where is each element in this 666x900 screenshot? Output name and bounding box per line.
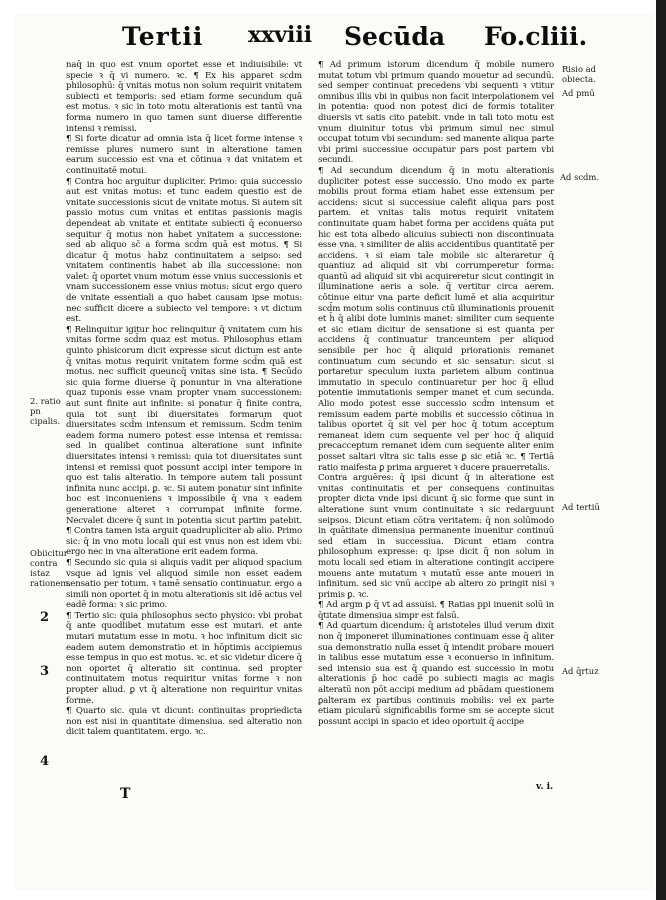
running-head-left: Tertii bbox=[122, 22, 204, 51]
margin-note-ad-quartum: Ad q̄rtuz bbox=[562, 666, 599, 676]
catchword-left: T bbox=[120, 786, 131, 802]
margin-note-ratio-principalis: 2. ratio pn cipalis. bbox=[30, 396, 61, 426]
paragraph: ¶ Relinquitur igitur hoc relinquitur q̄ vnitatem cum his vnitas forme scd̄m quaz est motus. Philosophus etiam quinto phisicorum dicit expresse sicut dictum est ante q̄ vnitas motus requirit vnitatem forme scd̄m quā est motus. nec sufficit queuncq̄ vnitas sine ista. ¶ Secūdo sic quia forme diuerse q̄ ponuntur in vna alteratione quaz tuponis esse vnam propter vnam successionem: aut sunt finite aut infinite: si ponatur q̄ finite contra, quia tot sunt ibi diuersitates formarum quot diuersitates scd̄m intensum et remissum. Scd̄m tenim eadem forma numero potest esse intensa et remissa: sed in qualibet continua alteratione sunt infinite diuersitates intensi ꝛ remissi: quia tot diuersitates sunt intensi et remissi quot possunt accipi inter tempore in quo est talis alteratio. In tempore autem tali possunt infinita nunc accipi. ꝑ. ꝛc. Si autem ponatur sint infinite hoc est inconueniens ꝛ impossibile q̄ vna ꝛ eadem generatione alteret ꝛ corrumpat infinite forme. Necvalet dicere q̄ sunt in potentia sicut partim patebit. ¶ Contra tamen ista arguit quadrupliciter ab alio. Primo sic: q̄ in vno motu locali qui est vnus non est idem vbi: ergo nec in vna alteratione erit eadem forma. bbox=[66, 324, 302, 558]
paragraph: naq̄ in quo est vnum oportet esse et indiuisibile: vt specie ꝛ q̄ vi numero. ꝛc. ¶ Ex his apparet scdm philosophū: q̄ vnitas motus non solum requirit vnitatem subiecti et temporis: sed etiam forme secundum quā est motus. ꝛ sic in toto motu alterationis est tantū vna forma numero in quo tamen sunt diuerse differentie intensi ꝛ remissi. bbox=[66, 60, 302, 134]
margin-numeral: 3 bbox=[40, 664, 50, 679]
margin-note-ad-secundum: Ad scdm. bbox=[560, 172, 600, 182]
margin-note-ad-primum: Ad pmū bbox=[562, 88, 595, 98]
paragraph: ¶ Ad primum istorum dicendum q̄ mobile numero mutat totum vbi primum quando mouetur ad secundū. sed semper continuat precedens vbi sequenti ꝛ vtitur omnibus illis vbi in quibus non facit interpolationem vel in potentia: quod non potest dici de formis totaliter diuersis vt satis cito patebit. vnde in tali toto motu est vnum diuinitur totus vbi primum simul nec simul occupat totum vbi secundum: sed manente aliqua parte vbi primi successiue occupatur pars post partem vbi secundi. bbox=[318, 60, 554, 166]
running-head-right: Secūda bbox=[344, 22, 446, 51]
paragraph: ¶ Ad quartum dicendum: q̄ aristoteles illud verum dixit non q̄ imponeret illuminationes continuam esse q̄ aliter sua demonstratio nulla esset q̄ intendit probare moueri in talibus esse mutatum esse ꝛ econuerso in infinitum. sed intensio sua est q̄ quando est successio in motu alterationis p̄ hoc cadē po subiecti magis ac magis alteratū non pōt accipi medium ad pbādam questionem ꝑalteram ex partibus continuis mobilis: vel ex parte etiam picularū significabilis forme sm se accepte sicut possunt accipi in spacio et ideo oportuit q̄ accipe bbox=[318, 621, 554, 727]
page-edge-shadow bbox=[656, 0, 666, 900]
paragraph: ¶ Secundo sic quia si aliquis vadit per aliquod spacium vsque ad ignis vel aliquod simile non esset eadem sensatio per totum. ꝛ tamē sensatio continuatur. ergo a simili non oportet q̄ in motu alterationis sit idē actus vel eadē forma: ꝛ sic primo. bbox=[66, 557, 302, 611]
folio-number: Fo.cliii. bbox=[484, 22, 588, 51]
text-column-right bbox=[318, 60, 554, 727]
margin-note-obiicitur: Obiicitur contra istaz rationem. bbox=[30, 548, 72, 588]
paragraph: Contra arguēres: q̄ ipsi dicunt q̄ in alteratione est vnitas continuitatis et per consequens continuitas propter dicta vnde ipsi dicunt q̄ sic forme que sunt in alteratione sunt vnum continuitate ꝛ sic redarguunt seipsos. Dicunt etiam cōtra veritatem: q̄ non solūmodo in quātitate dimensiua permanente inuenitur continuū sed etiam in successiua. Dicunt etiam contra philosophum expresse: q: ipse dicit q̄ non solum in motu locali sed etiam in alteratione contingit accipere mouens ante mutatum ꝛ mutatū esse ante moueri in infinitum. sed sic vnū accipe ab altero zo pringit nisi ꝛ primis ꝑ. ꝛc. bbox=[318, 473, 554, 600]
paragraph: ¶ Contra hoc arguitur dupliciter. Primo: quia successio aut est vnitas motus: et tunc eadem questio est de vnitate successionis sicut de vnitate motus. Si autem sit passio motus cum vnitas et entitas passionis magis dependeat ab vnitate et entitate subiecti q̄ econuerso sequitur q̄ motus non habet vnitatem a successione: sed ab aliquo sc̄ a forma scd̄m quā est motus. ¶ Si dicatur q̄ motus habz continuitatem a seipso: sed vnitatem continentis habet ab illa successione: non valet: q̄ oportet vnum motum esse vnius successionis et vnam successionem esse vnius motus: sicut ergo quero de vnitate essentiali a quo habet causam ipse motus: nec sufficit dicere a subiecto vel tempore: ꝛ vt dictum est. bbox=[66, 176, 302, 325]
text-column-left bbox=[66, 60, 302, 738]
paragraph: ¶ Tertio sic: quia philosophus secto physico: vbi probat q̄ ante quodlibet mutatum esse est mutari. et ante mutari mutatum esse in motu. ꝛ hoc infinitum dicit sic eadem autem demonstratio et in hōptimis accipiemus esse tempus in quo est motus. ꝛc. et sic videtur dicere q̄ non oportet q̄ alteratio sit continua. sed propter continuitatem motus requiritur vnitas forme ꝛ non propter aliud. ꝑ vt q̄ alteratione non requiritur vnitas forme. bbox=[66, 610, 302, 706]
margin-numeral: 2 bbox=[40, 610, 50, 625]
paragraph: ¶ Quarto sic. quia vt dicunt: continuitas propriedicta non est nisi in quantitate dimensiua. sed alteratio non dicit talem quantitatem. ergo. ꝛc. bbox=[66, 706, 302, 738]
paragraph: ¶ Ad secundum dicendum q̄ in motu alterationis dupliciter potest esse successio. Uno modo ex parte mobilis prout forma etiam habet esse extensum per accidens: sicut si successiue calefit aliqua pars post partem. et vnitas talis motus requirit vnitatem continuitate quam habet forma per accidens quāta put hic est tota albedo alicuius subiecti non discontinuata esse vna. ꝛ similiter de aliis accidentibus quantitatē per accidens. ꝛ si eiam tale mobile sic alteraretur q̄ quantiuz ad aliquid sit vbi corrumperetur forma: quantū ad aliquid sit vbi acquireretur sicut contingit in illuminatione aeris a sole. q̄ vertitur circa aerem. cōtinue eitur vna parte deficit lumē et alia acquiritur scd̄m motum solis continuus ctū illuminationis prouenit et h̄ q̄ alibi dote luminis manet: similiter cum sequente et sic etiam dicitur de sensatione si est quanta per accidens q̄ continuatur tranceuntem per aliquod sensibile per hoc q̄ aliquid priorationis remanet continuatum cum secundo et sic sensatur: sicut si portaretur speculum iuxta parietem album continua immutatio in speculo continuaretur per hoc q̄ ellud potentie immutationis semper manet et cum secunda. Alio modo potest esse successio scd̄m intensum et remissum eadem parte mobilis et successio cōtinua in talibus oportet q̄ sit vel per hoc q̄ totum acceptum remaneat idem cum sequente vel per hoc q̄ aliquid precacceptum remanet idem cum sequente aliter enim posset saltari vltra sic talis esse ꝑ sic etiā ꝛc. ¶ Tertiā ratio maifesta ꝑ prima argueret ꝛ ducere prauerretalis. bbox=[318, 165, 554, 473]
margin-numeral: 4 bbox=[40, 754, 50, 769]
margin-note-ad-tertium: Ad tertiū bbox=[562, 502, 600, 512]
signature-footer: v. i. bbox=[536, 782, 554, 792]
signature-mark: xxviii bbox=[248, 22, 313, 48]
margin-note-responsio: Risio ad obiecta. bbox=[562, 64, 597, 84]
paragraph: ¶ Si forte dicatur ad omnia ista q̄ licet forme intense ꝛ remisse plures numero sunt in alteratione tamen earum successio est vna et cōtinua ꝛ dat vnitatem et continuitatē motui. bbox=[66, 134, 302, 176]
paragraph: ¶ Ad argm ꝑ q̄ vt ad assuisi. ¶ Ratias ppi inuenit solū in q̄titate dimensiua simpr est falsū. bbox=[318, 600, 554, 621]
